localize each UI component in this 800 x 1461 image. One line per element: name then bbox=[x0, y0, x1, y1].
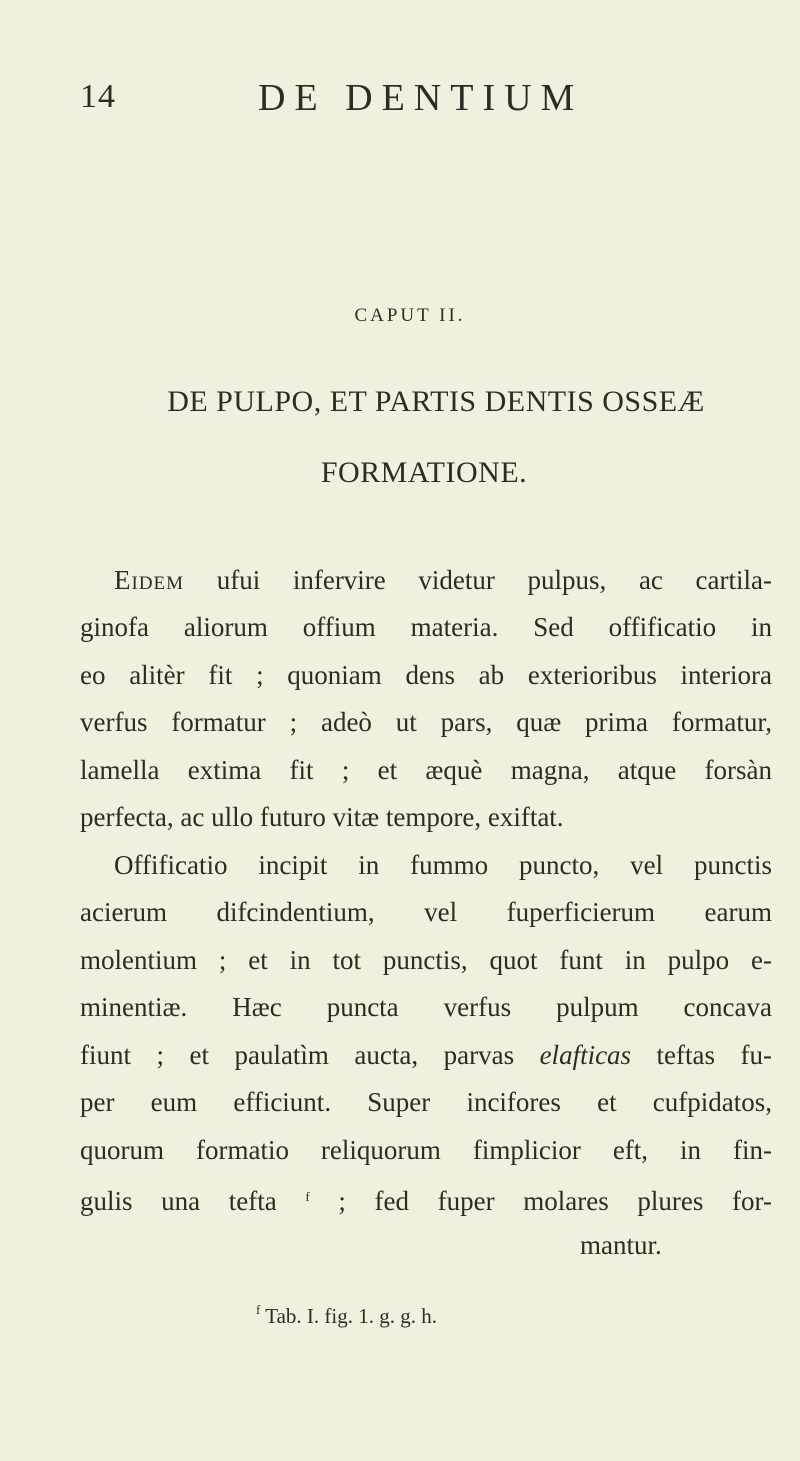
text-line: per eum efficiunt. Super incifores et cufpidatos, bbox=[80, 1087, 772, 1117]
text-line: quorum formatio reliquorum fimplicior eft, in fin- bbox=[80, 1135, 772, 1165]
page-header bbox=[0, 72, 800, 122]
footnote bbox=[256, 1296, 437, 1330]
text-line: lamella extima fit ; et æquè magna, atque forsàn bbox=[80, 755, 772, 785]
page-number: 14 bbox=[80, 78, 116, 115]
italic-term: elafticas bbox=[539, 1040, 632, 1070]
initial-word: Eidem bbox=[114, 565, 185, 595]
footnote-text: Tab. I. fig. 1. g. g. h. bbox=[265, 1304, 437, 1328]
footnote-marker: f bbox=[305, 1189, 310, 1204]
text-line: gulis una tefta $^f$ ; fed fuper molares plures for- bbox=[80, 1186, 772, 1216]
footnote-marker: f bbox=[256, 1302, 261, 1317]
text-line: verfus formatur ; adeò ut pars, quæ prima formatur, bbox=[80, 707, 772, 737]
text-line: minentiæ. Hæc puncta verfus pulpum concava bbox=[80, 992, 772, 1022]
text-line: molentium ; et in tot punctis, quot funt in pulpo e- bbox=[80, 945, 772, 975]
text-line: Offificatio incipit in fummo puncto, vel punctis bbox=[114, 850, 772, 880]
section-title-line-1: DE PULPO, ET PARTIS DENTIS OSSEÆ bbox=[167, 385, 705, 418]
text-line: Eidem ufui infervire videtur pulpus, ac cartila- bbox=[114, 565, 772, 595]
running-head: DE DENTIUM bbox=[258, 77, 584, 119]
text-line: perfecta, ac ullo futuro vitæ tempore, exiftat. bbox=[80, 802, 564, 832]
text-line: acierum difcindentium, vel fuperficierum earum bbox=[80, 897, 772, 927]
text-line-final: mantur. bbox=[580, 1230, 662, 1260]
text-line: eo alitèr fit ; quoniam dens ab exterioribus interiora bbox=[80, 660, 772, 690]
text-line: fiunt ; et paulatìm aucta, parvas elafticas teftas fu- bbox=[80, 1040, 772, 1070]
chapter-heading: CAPUT II. bbox=[354, 305, 466, 326]
text-line: ginofa aliorum offium materia. Sed offificatio in bbox=[80, 612, 772, 642]
section-title-line-2: FORMATIONE. bbox=[320, 456, 528, 489]
